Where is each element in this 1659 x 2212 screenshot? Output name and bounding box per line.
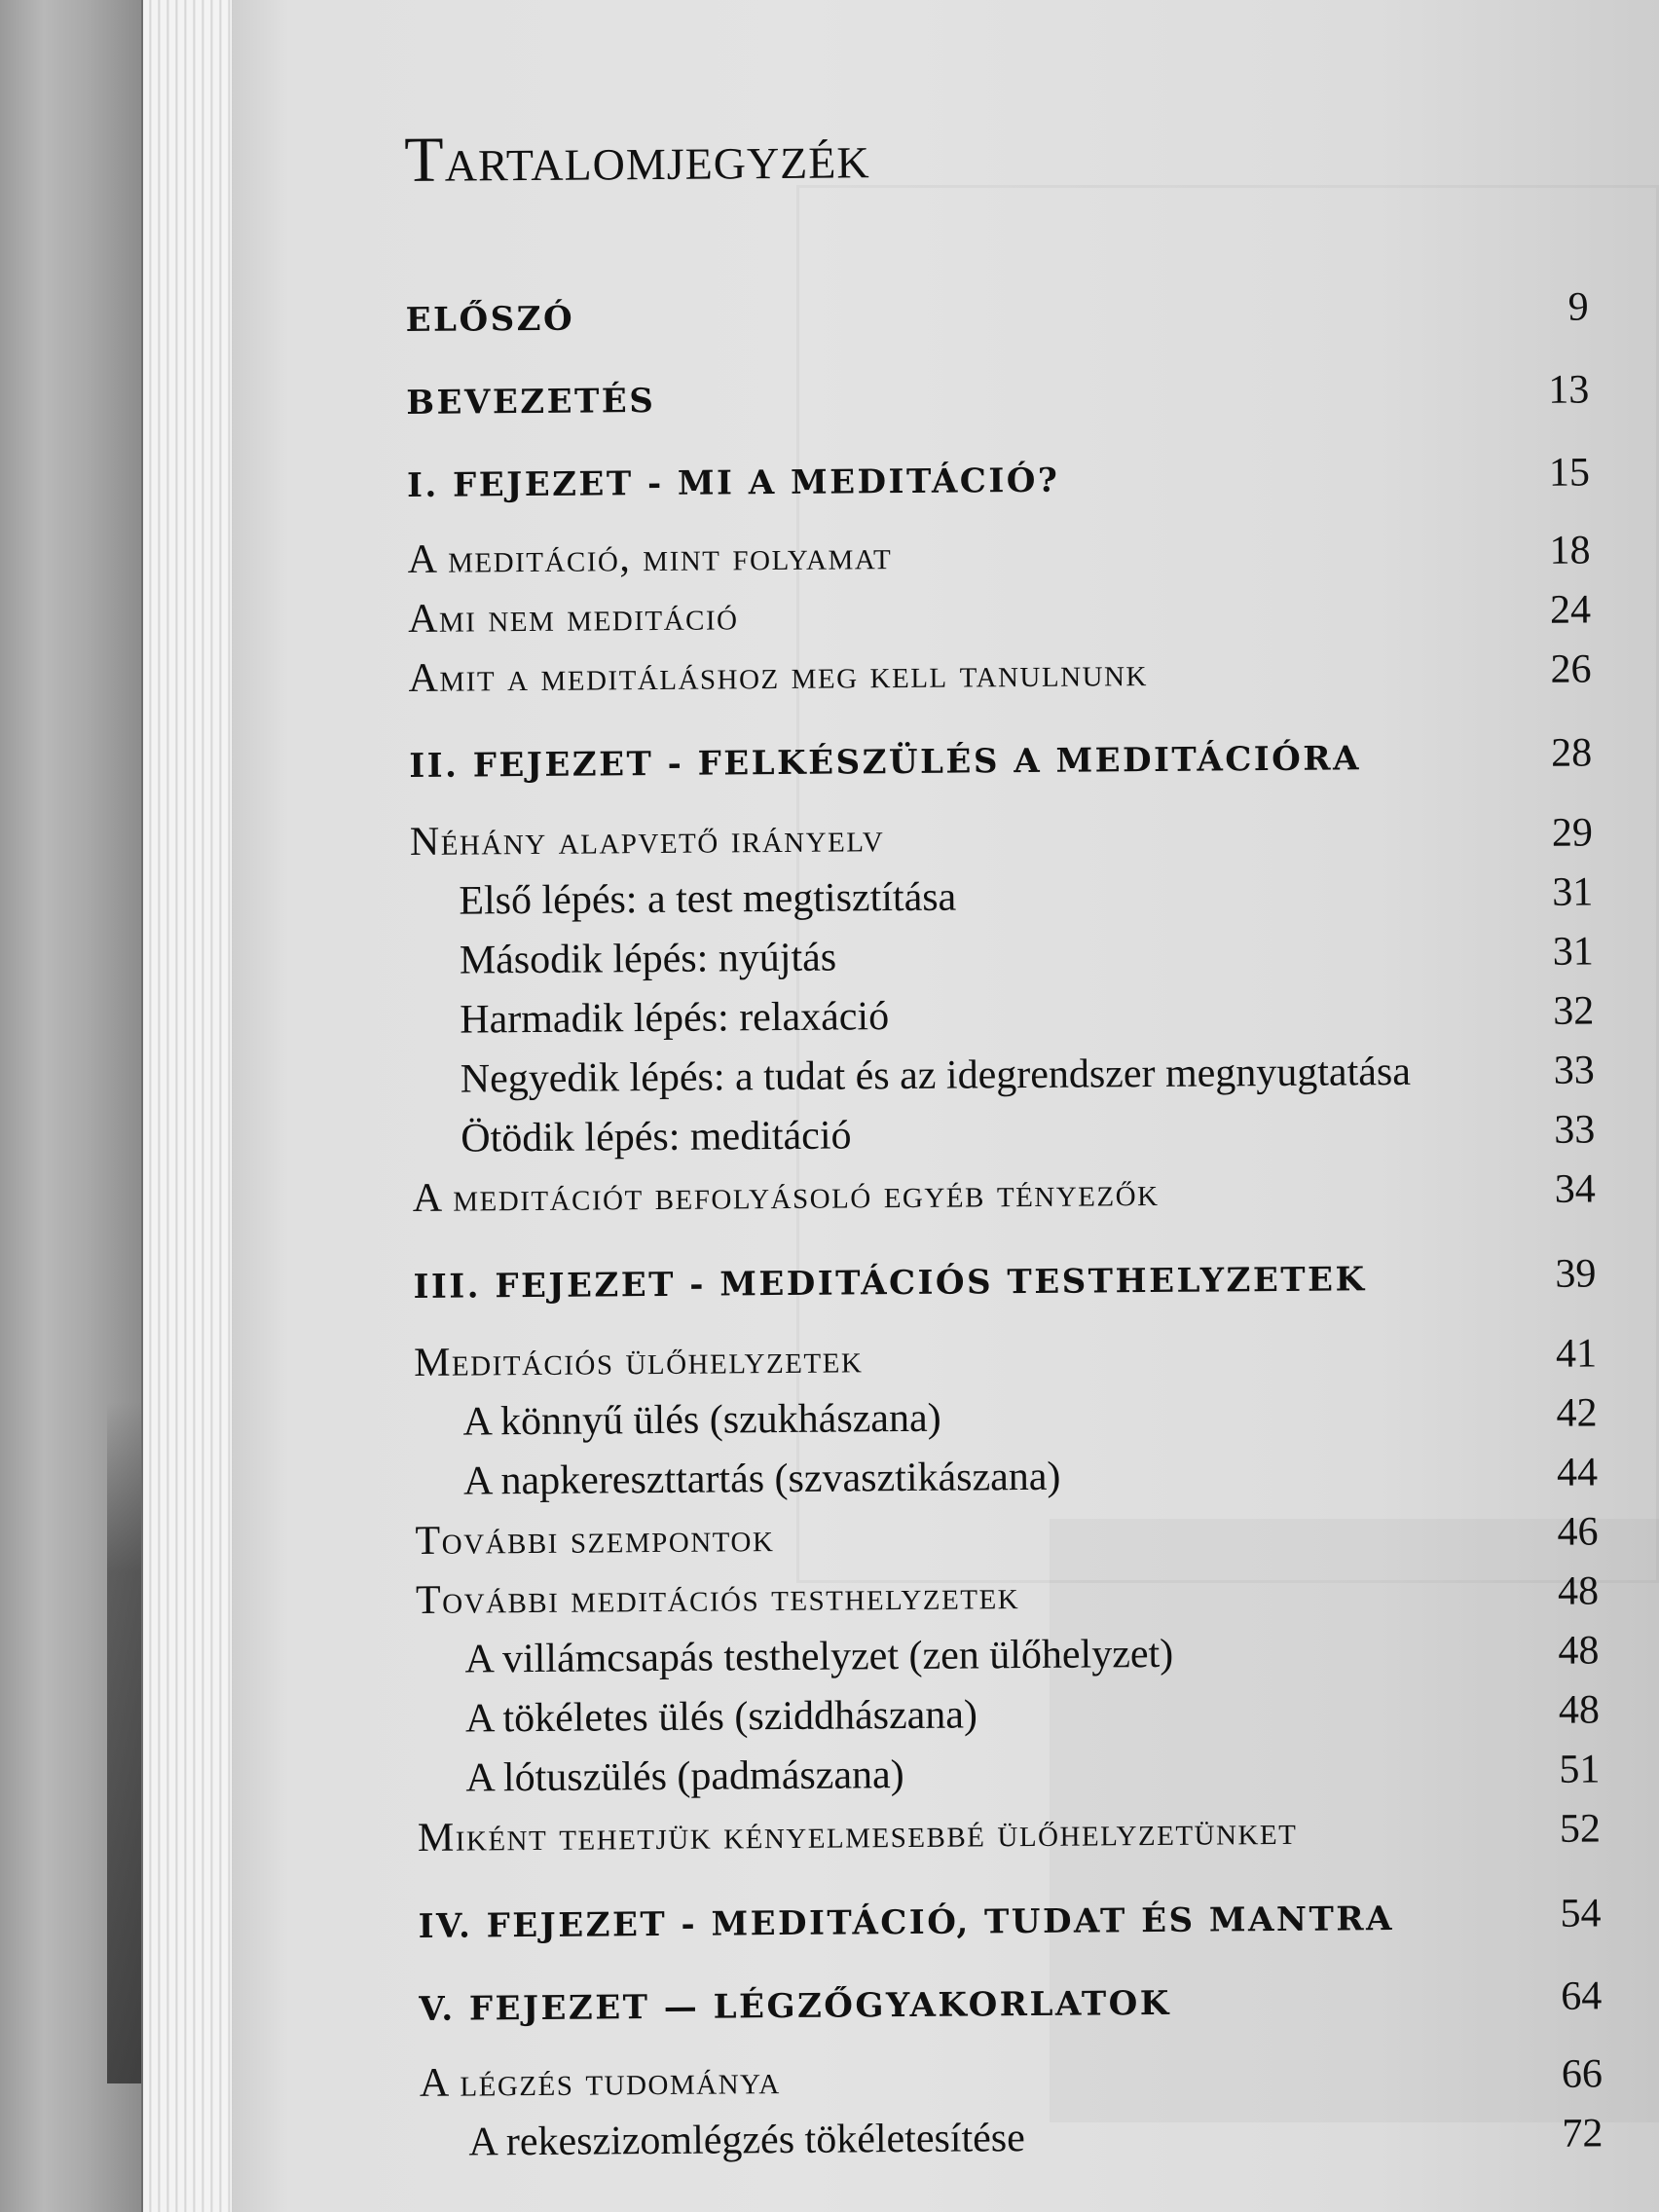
toc-entry-bevezetes[interactable] — [406, 350, 1589, 423]
toc-title: Tartalomjegyzék — [404, 121, 870, 196]
toc-entry-label: A lótuszülés (padmászana) — [465, 1752, 904, 1801]
toc-entry-page: 66 — [1561, 2051, 1604, 2097]
toc-entry-page: 31 — [1552, 869, 1594, 915]
toc-entry-page: 18 — [1549, 528, 1591, 573]
toc-entry-label: További szempontok — [415, 1516, 775, 1564]
toc-entry-label: II. FEJEZET - FELKÉSZÜLÉS A MEDITÁCIÓRA — [409, 739, 1362, 786]
toc-entry-label: ELŐSZÓ — [405, 299, 575, 340]
toc-entry-label: BEVEZETÉS — [406, 381, 656, 423]
toc-entry-page: 46 — [1557, 1509, 1599, 1555]
toc-entry-page: 28 — [1551, 730, 1593, 776]
toc-entry-label: Ötödik lépés: meditáció — [461, 1113, 852, 1161]
toc-entry-label: A tökéletes ülés (sziddhászana) — [464, 1692, 978, 1742]
toc-entry-label: A meditációt befolyásoló egyéb tényezők — [412, 1169, 1160, 1221]
toc-entry-page: 26 — [1550, 646, 1592, 692]
toc-entry-page: 32 — [1553, 988, 1595, 1034]
toc-entry-label: IV. FEJEZET - MEDITÁCIÓ, TUDAT ÉS MANTRA — [418, 1899, 1395, 1946]
book-page-edges — [141, 0, 236, 2212]
toc-entry-page: 48 — [1557, 1568, 1600, 1614]
toc-entry-chapter-5[interactable] — [419, 1957, 1602, 2029]
toc-entry-page: 24 — [1549, 587, 1592, 633]
toc-entry-label: Ami nem meditáció — [407, 594, 739, 642]
toc-entry-section[interactable] — [412, 1150, 1595, 1222]
toc-entry-page: 33 — [1554, 1107, 1596, 1153]
toc-entry-label: V. FEJEZET — LÉGZŐGYAKORLATOK — [419, 1983, 1172, 2029]
toc-entry-chapter-1[interactable] — [407, 433, 1590, 505]
toc-entry-label: A villámcsapás testhelyzet (zen ülőhelyzet) — [464, 1631, 1174, 1682]
toc-entry-page: 39 — [1555, 1251, 1597, 1297]
toc-entry-label: További meditációs testhelyzetek — [415, 1573, 1020, 1623]
toc-entry-page: 44 — [1556, 1450, 1599, 1495]
toc-entry-page: 51 — [1559, 1747, 1601, 1792]
toc-entry-label: Amit a meditáláshoz meg kell tanulnunk — [408, 650, 1149, 701]
toc-entry-page: 42 — [1556, 1390, 1598, 1436]
toc-entry-chapter-2[interactable] — [409, 714, 1592, 786]
toc-entry-page: 34 — [1554, 1166, 1596, 1212]
toc-entry-label: Harmadik lépés: relaxáció — [460, 994, 890, 1043]
toc-entry-page: 31 — [1552, 929, 1594, 975]
toc-entry-label: Meditációs ülőhelyzetek — [413, 1337, 864, 1385]
toc-entry-label: III. FEJEZET - MEDITÁCIÓS TESTHELYZETEK — [413, 1260, 1367, 1307]
toc-entry-page: 41 — [1555, 1331, 1598, 1377]
toc-entry-page: 33 — [1553, 1048, 1595, 1093]
toc-entry-label: Miként tehetjük kényelmesebbé ülőhelyzetünket — [417, 1808, 1298, 1861]
toc-entry-page: 52 — [1559, 1806, 1602, 1852]
toc-entry-label: Néhány alapvető irányelv — [409, 816, 885, 865]
background-shadow — [107, 1402, 146, 2083]
toc-entry-page: 54 — [1560, 1891, 1602, 1936]
toc-entry-page: 9 — [1567, 284, 1589, 330]
toc-entry-page: 13 — [1548, 367, 1590, 413]
toc-entry-page: 29 — [1551, 810, 1594, 856]
toc-entry-label: Második lépés: nyújtás — [459, 935, 837, 983]
toc-entry-page: 15 — [1548, 450, 1591, 496]
toc-entry-label: Első lépés: a test megtisztítása — [459, 874, 957, 924]
toc-entry-section[interactable] — [408, 630, 1591, 702]
toc-entry-label: A napkereszttartás (szvasztikászana) — [462, 1454, 1061, 1504]
toc-entry-label: Negyedik lépés: a tudat és az idegrendszer megnyugtatása — [460, 1049, 1412, 1102]
toc-entry-subsection[interactable] — [420, 2094, 1603, 2166]
toc-entry-label: I. FEJEZET - MI A MEDITÁCIÓ? — [406, 461, 1060, 505]
toc-entry-label: A légzés tudománya — [419, 2058, 781, 2106]
toc-entry-section[interactable] — [418, 1789, 1601, 1862]
toc-entry-label: A rekeszizomlégzés tökéletesítése — [468, 2116, 1025, 2165]
toc-entry-label: A meditáció, mint folyamat — [407, 534, 893, 582]
toc-entry-page: 48 — [1558, 1687, 1601, 1733]
toc-entry-page: 48 — [1558, 1628, 1600, 1674]
toc-entry-page: 64 — [1561, 1973, 1603, 2019]
toc-entry-chapter-4[interactable] — [418, 1874, 1601, 1946]
toc-entry-label: A könnyű ülés (szukhászana) — [462, 1395, 941, 1445]
toc-entry-page: 72 — [1562, 2111, 1604, 2157]
toc-entry-chapter-3[interactable] — [413, 1235, 1596, 1307]
toc-entry-eloszo[interactable] — [405, 268, 1588, 340]
